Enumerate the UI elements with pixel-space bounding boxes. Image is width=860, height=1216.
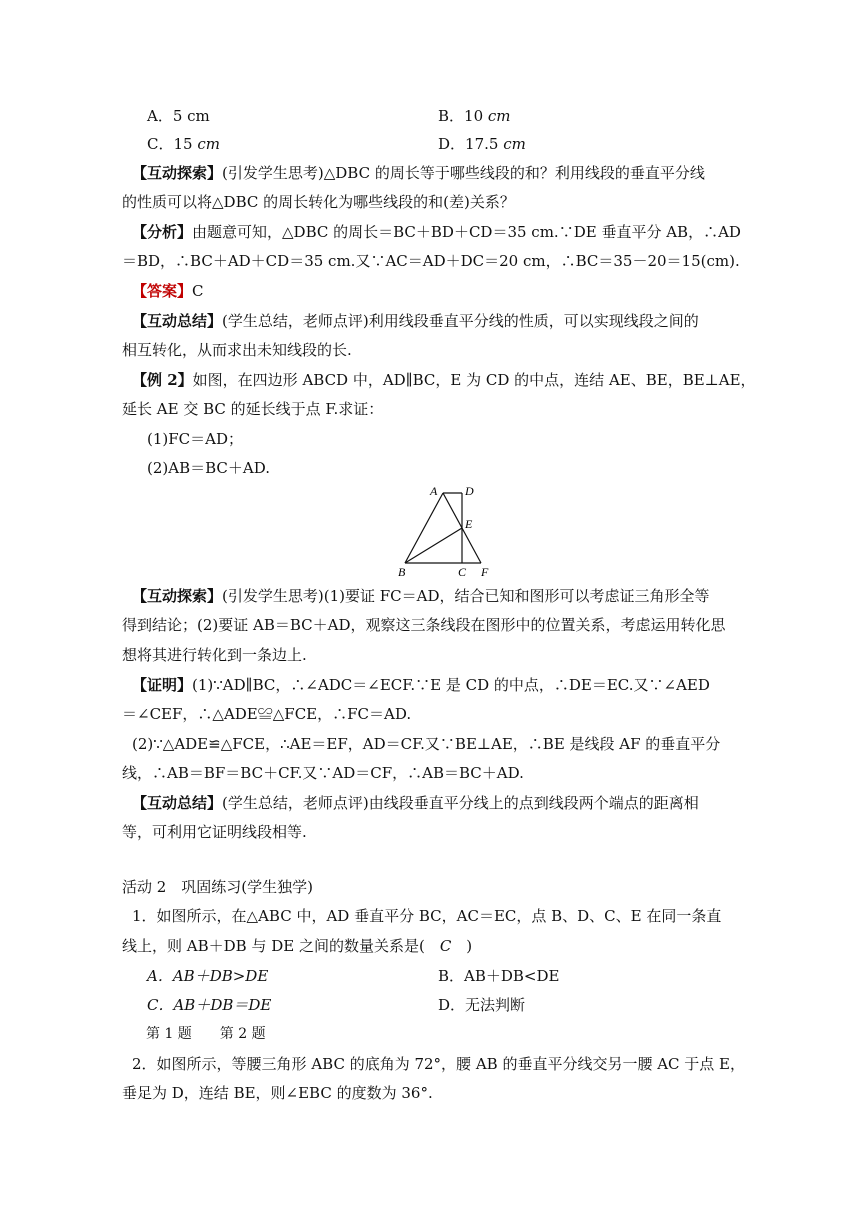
q1-line2 [122,936,742,956]
figure-captions: 第 1 题 第 2 题 [146,1026,266,1042]
proof2-line1 [132,675,752,695]
option-c-text: C．15 [147,135,198,153]
summary1-line1 [132,311,752,331]
label-b: B [398,565,406,579]
option-d-unit: cm [503,135,526,153]
label-c: C [458,565,467,579]
label-f: F [481,565,489,579]
explore2-text1: (引发学生思考)(1)要证 FC＝AD，结合已知和图形可以考虑证三角形全等 [222,587,710,605]
example2-part1: (1)FC＝AD； [147,430,243,448]
example2-text1: 如图，在四边形 ABCD 中，AD∥BC，E 为 CD 的中点，连结 AE、BE，BE⊥AE， [192,371,756,389]
q2-line1: 2．如图所示，等腰三角形 ABC 的底角为 72°，腰 AB 的垂直平分线交另一腰 AC 于点 E， [132,1055,746,1073]
label-a: A [430,484,438,498]
summary1-text1: (学生总结，老师点评)利用线段垂直平分线的性质，可以实现线段之间的 [222,312,699,330]
proof2-text1: (1)∵AD∥BC，∴∠ADC＝∠ECF.∵E 是 CD 的中点，∴DE＝EC.又∵∠AED [192,676,710,694]
summary2-line1 [132,793,752,813]
proof2-line2: ＝∠CEF，∴△ADE≌△FCE，∴FC＝AD. [122,705,412,723]
option-d-text: D．17.5 [438,135,504,153]
explore1-line1 [132,163,752,183]
proof2-tag: 【证明】 [132,676,193,694]
explore2-line3: 想将其进行转化到一条边上. [122,646,307,664]
q1-line1: 1．如图所示，在△ABC 中，AD 垂直平分 BC，AC＝EC，点 B、D、C、E 在同一条直 [132,907,722,925]
summary2-line2: 等，可利用它证明线段相等. [122,823,307,841]
example2-line1 [132,370,756,390]
label-e: E [465,517,473,531]
example2-tag: 【例 2】 [132,371,193,389]
proof2-line3: (2)∵△ADE≌△FCE，∴AE＝EF，AD＝CF.又∵BE⊥AE，∴BE 是线段 AF 的垂直平分 [132,735,721,753]
example2-part2: (2)AB＝BC＋AD. [147,459,270,477]
option-b [438,106,860,126]
answer1-value: C [192,282,204,300]
option-b-unit: cm [487,107,511,125]
analysis1-tag: 【分析】 [132,223,193,241]
option-a: A．5 cm [147,107,210,125]
proof2-line4: 线，∴AB＝BF＝BC＋CF.又∵AD＝CF，∴AB＝BC＋AD. [122,764,524,782]
answer1 [132,281,752,301]
analysis1-text1: 由题意可知，△DBC 的周长＝BC＋BD＋CD＝35 cm.∵DE 垂直平分 AB，∴AD [192,223,741,241]
segment-be [405,528,462,563]
analysis1-line2: ＝BD，∴BC＋AD＋CD＝35 cm.又∵AC＝AD＋DC＝20 cm，∴BC＝35－20＝15(cm). [122,252,740,270]
q1-option-d: D．无法判断 [438,996,526,1014]
label-d: D [465,484,474,498]
q1-answer: C [439,937,452,955]
activity2-title: 活动 2 巩固练习(学生独学) [122,878,314,896]
q1-option-c: C．AB＋DB＝DE [147,996,272,1014]
explore1-text1: (引发学生思考)△DBC 的周长等于哪些线段的和？利用线段的垂直平分线 [222,164,705,182]
explore2-tag: 【互动探索】 [132,587,223,605]
summary2-text1: (学生总结，老师点评)由线段垂直平分线上的点到线段两个端点的距离相 [222,794,699,812]
answer1-tag: 【答案】 [132,282,193,300]
example2-line2: 延长 AE 交 BC 的延长线于点 F.求证： [122,400,384,418]
explore1-tag: 【互动探索】 [132,164,223,182]
q2-line2: 垂足为 D，连结 BE，则∠EBC 的度数为 36°. [122,1084,433,1102]
summary2-tag: 【互动总结】 [132,794,223,812]
quadrilateral-figure [392,482,502,582]
option-d [438,134,860,154]
summary1-tag: 【互动总结】 [132,312,223,330]
analysis1-line1 [132,222,752,242]
q1-option-b: B．AB＋DB<DE [438,967,560,985]
option-c-unit: cm [197,135,220,153]
explore1-line2: 的性质可以将△DBC 的周长转化为哪些线段的和(差)关系？ [122,193,515,211]
explore2-line2: 得到结论；(2)要证 AB＝BC＋AD，观察这三条线段在图形中的位置关系，考虑运用转化思 [122,616,726,634]
q1-option-a: A．AB＋DB>DE [147,967,269,985]
option-b-text: B．10 [438,107,488,125]
q1-text2: 线上，则 AB＋DB 与 DE 之间的数量关系是( [122,937,440,955]
q1-close-paren: ) [451,937,473,955]
segment-ab [405,493,443,563]
summary1-line2: 相互转化，从而求出未知线段的长. [122,341,352,359]
explore2-line1 [132,586,752,606]
